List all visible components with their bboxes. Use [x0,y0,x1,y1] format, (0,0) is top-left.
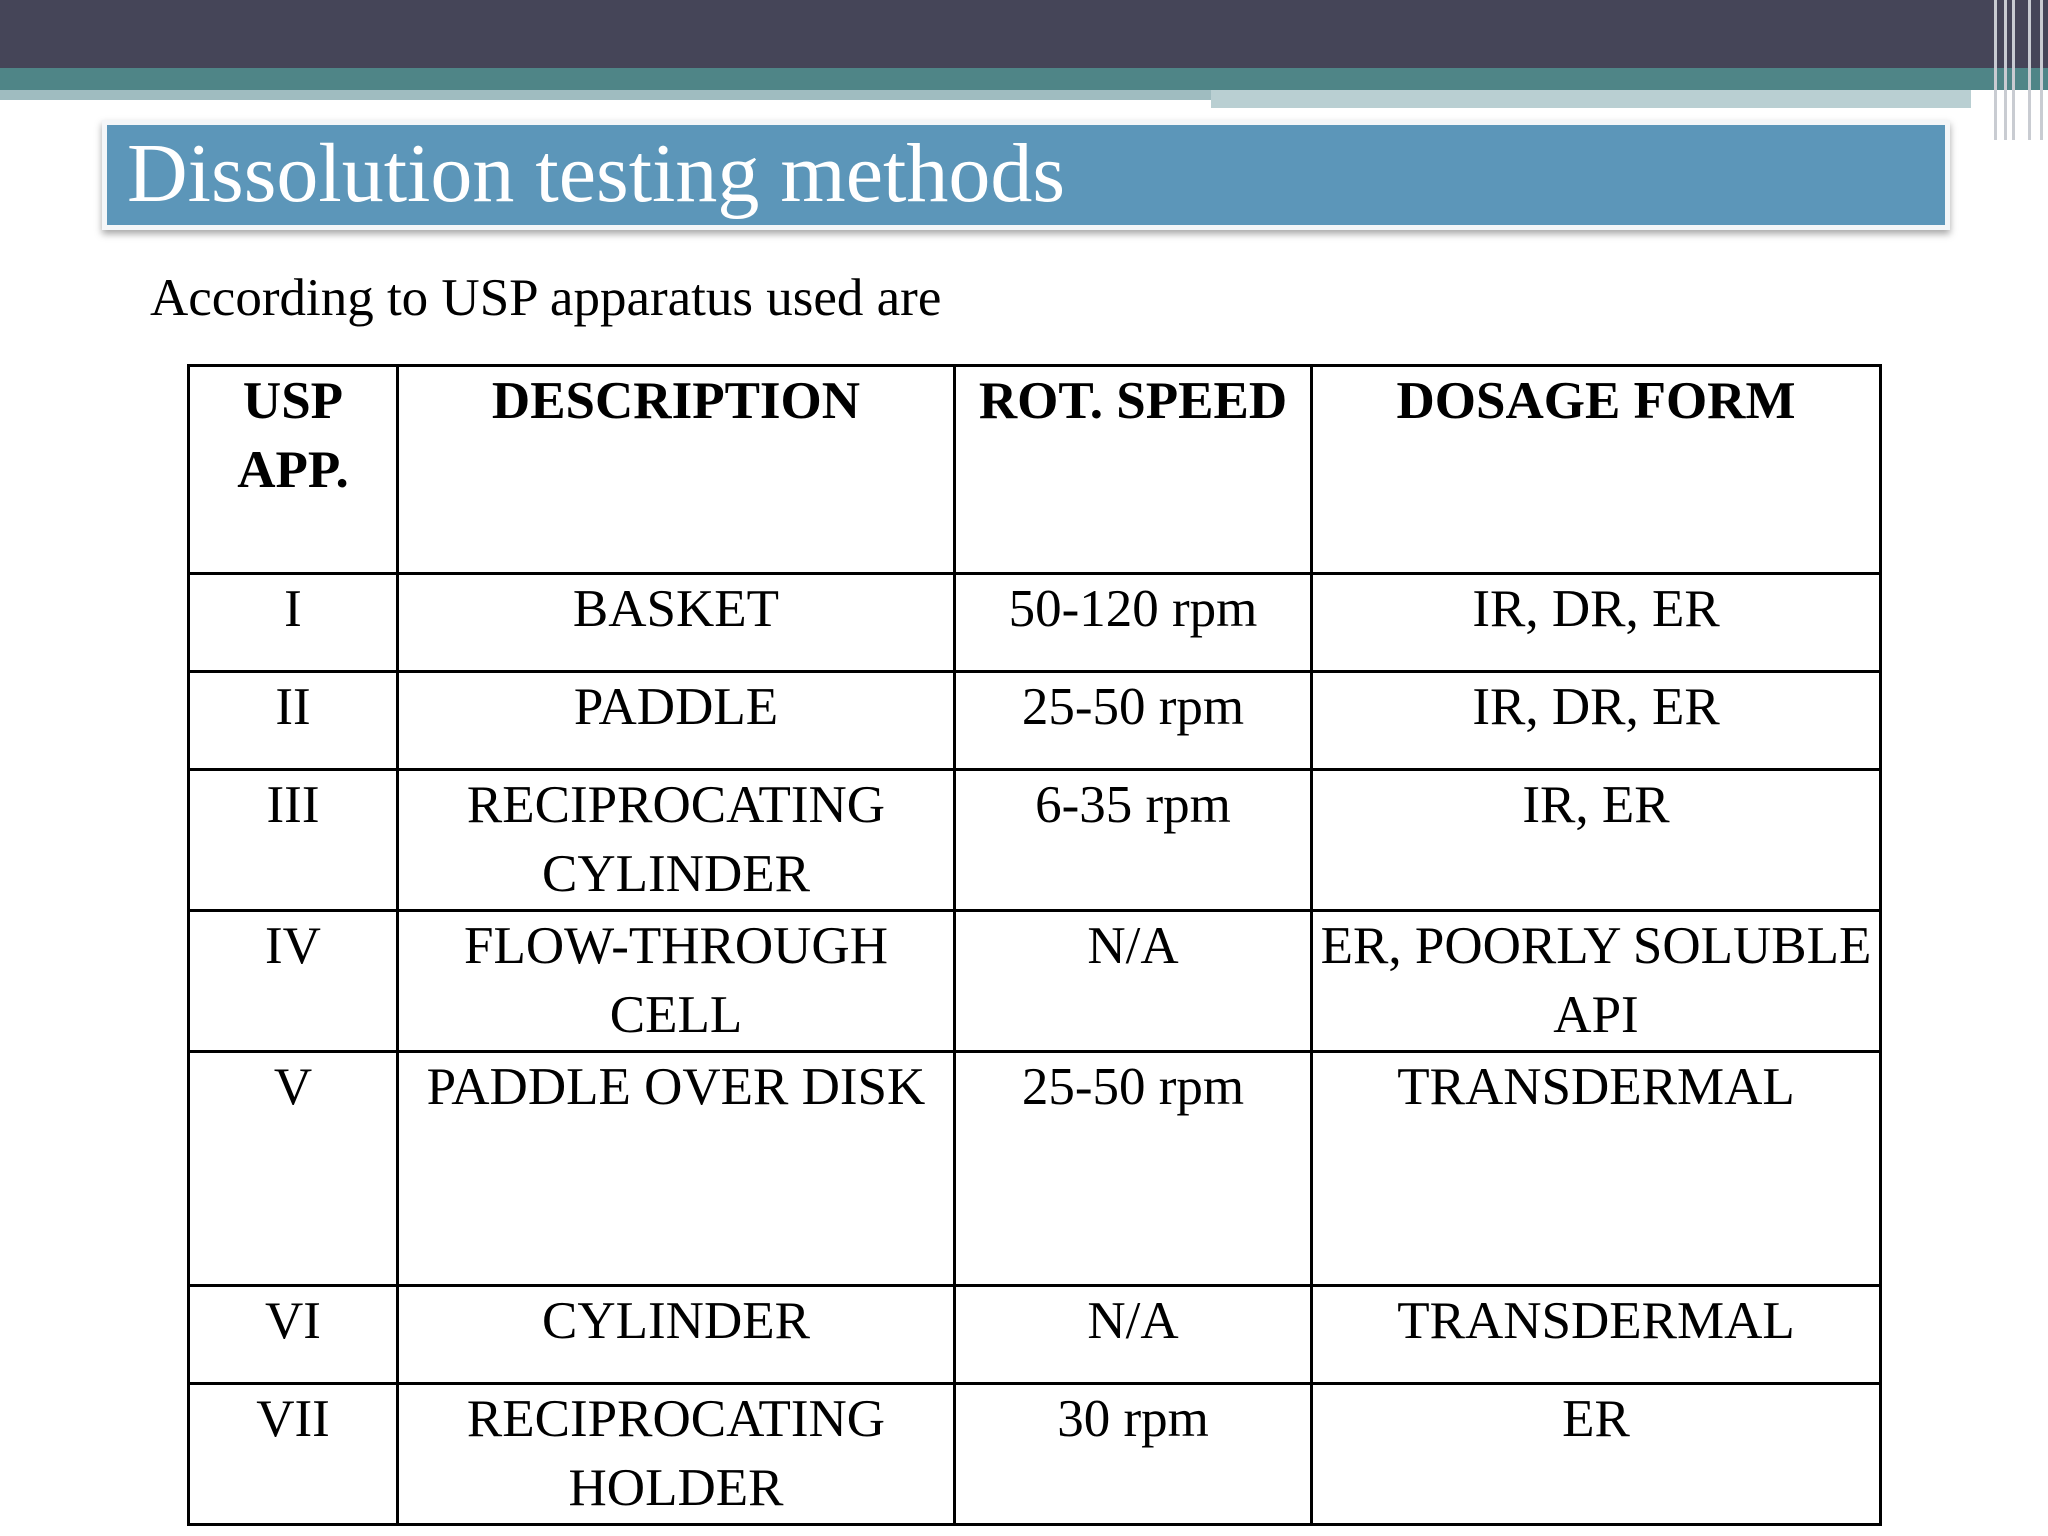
cell-usp-app: II [189,672,398,770]
table-row [189,911,1881,1052]
cell-dosage-form: IR, ER [1312,770,1881,911]
slide-title: Dissolution testing methods [127,127,1066,220]
top-light-band-right [1211,90,1971,108]
top-light-band [0,90,1211,100]
cell-dosage-form: ER [1312,1384,1881,1525]
header-rot-speed: ROT. SPEED [955,366,1312,574]
cell-description: RECIPROCATING CYLINDER [398,770,955,911]
header-dosage-form: DOSAGE FORM [1312,366,1881,574]
top-teal-band [0,68,2048,90]
table-row [189,1052,1881,1286]
table-row [189,770,1881,911]
cell-rot-speed: 30 rpm [955,1384,1312,1525]
table-row [189,1286,1881,1384]
cell-dosage-form: ER, POORLY SOLUBLE API [1312,911,1881,1052]
cell-usp-app: IV [189,911,398,1052]
cell-dosage-form: TRANSDERMAL [1312,1286,1881,1384]
title-bar [102,120,1950,230]
cell-rot-speed: N/A [955,1286,1312,1384]
cell-dosage-form: IR, DR, ER [1312,574,1881,672]
cell-rot-speed: 6-35 rpm [955,770,1312,911]
cell-usp-app: VII [189,1384,398,1525]
cell-description: CYLINDER [398,1286,955,1384]
cell-usp-app: I [189,574,398,672]
cell-usp-app: VI [189,1286,398,1384]
table-row [189,1384,1881,1525]
cell-dosage-form: TRANSDERMAL [1312,1052,1881,1286]
header-usp-app: USP APP. [189,366,398,574]
usp-apparatus-table [187,364,1882,1526]
cell-description: PADDLE OVER DISK [398,1052,955,1286]
cell-description: BASKET [398,574,955,672]
top-dark-band [0,0,2048,68]
cell-dosage-form: IR, DR, ER [1312,672,1881,770]
edge-decoration [1988,0,2048,140]
cell-description: PADDLE [398,672,955,770]
cell-usp-app: V [189,1052,398,1286]
table-row [189,574,1881,672]
table-row [189,672,1881,770]
cell-rot-speed: 25-50 rpm [955,672,1312,770]
cell-description: FLOW-THROUGH CELL [398,911,955,1052]
header-description: DESCRIPTION [398,366,955,574]
cell-rot-speed: 25-50 rpm [955,1052,1312,1286]
cell-description: RECIPROCATING HOLDER [398,1384,955,1525]
slide-subtitle: According to USP apparatus used are [150,269,942,327]
table-header-row [189,366,1881,574]
cell-rot-speed: 50-120 rpm [955,574,1312,672]
cell-usp-app: III [189,770,398,911]
cell-rot-speed: N/A [955,911,1312,1052]
